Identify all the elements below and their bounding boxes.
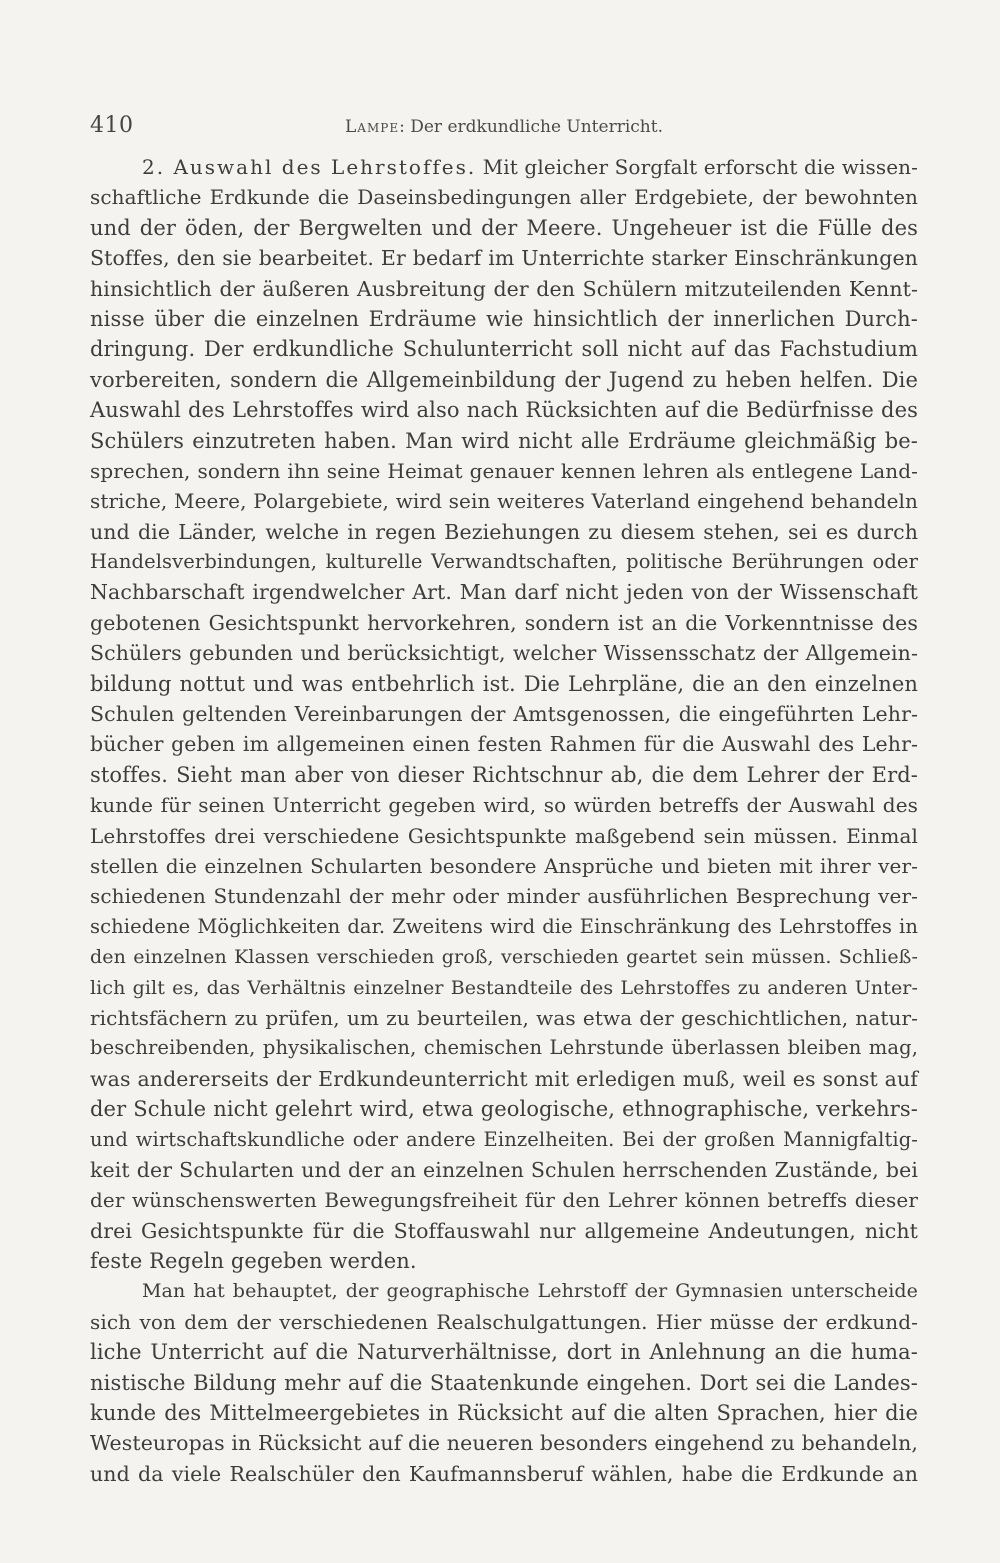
- paragraph-2-first-line: Man hat behauptet, der geographische Lehrstoff der Gymnasien unterscheide: [142, 1280, 918, 1303]
- text-line-paragraph-end: feste Regeln gegeben werden.: [90, 1249, 417, 1274]
- text-line: drei Gesichtspunkte für die Stoffauswahl nur allgemeine Andeutungen, nicht: [90, 1218, 918, 1243]
- text-line: schiedene Möglichkeiten dar. Zweitens wird die Einschränkung des Lehrstoffes in: [90, 914, 918, 938]
- text-line: Lehrstoffes drei verschiedene Gesichtspunkte maßgebend sein müssen. Einmal: [90, 823, 918, 848]
- text-line: und wirtschaftskundliche oder andere Einzelheiten. Bei der großen Mannigfaltig-: [90, 1127, 918, 1151]
- text-line: stoffes. Sieht man aber von dieser Richtschnur ab, die dem Lehrer der Erd-: [90, 762, 918, 787]
- text-line: nistische Bildung mehr auf die Staatenkunde eingehen. Dort sei die Landes-: [90, 1370, 918, 1395]
- text-line: hinsichtlich der äußeren Ausbreitung der den Schülern mitzuteilenden Kennt-: [90, 276, 918, 301]
- text-line: Schulen geltenden Vereinbarungen der Amtsgenossen, die eingeführten Lehr-: [90, 702, 918, 727]
- running-head: [90, 117, 918, 137]
- text-line: schiedenen Stundenzahl der mehr oder minder ausführlichen Besprechung ver-: [90, 884, 918, 909]
- text-line: schaftliche Erdkunde die Daseinsbedingungen aller Erdgebiete, der bewohnten: [90, 185, 918, 210]
- text-line: sich von dem der verschiedenen Realschulgattungen. Hier müsse der erdkund-: [90, 1309, 918, 1334]
- text-line: beschreibenden, physikalischen, chemischen Lehrstunde überlassen bleiben mag,: [90, 1036, 918, 1060]
- text-line: und da viele Realschüler den Kaufmannsberuf wählen, habe die Erdkunde an: [90, 1461, 918, 1486]
- section-first-line: [90, 152, 918, 182]
- running-head-title: : Der erdkundliche Unterricht.: [399, 117, 663, 137]
- text-line: Schülers gebunden und berücksichtigt, welcher Wissensschatz der Allgemein-: [90, 641, 918, 666]
- text-line: vorbereiten, sondern die Allgemeinbildung der Jugend zu heben helfen. Die: [90, 367, 918, 392]
- text-line: lich gilt es, das Verhältnis einzelner Bestandteile des Lehrstoffes zu anderen Unter-: [90, 976, 918, 999]
- page-number: 410: [90, 113, 134, 138]
- text-line: den einzelnen Klassen verschieden groß, verschieden geartet sein müssen. Schließ-: [90, 946, 918, 969]
- text-line: bildung nottut und was entbehrlich ist. Die Lehrpläne, die an den einzelnen: [90, 671, 918, 696]
- text-line: sprechen, sondern ihn seine Heimat genauer kennen lehren als entlegene Land-: [90, 458, 918, 483]
- text-line: gebotenen Gesichtspunkt hervorkehren, sondern ist an die Vorkenntnisse des: [90, 610, 918, 635]
- text-line: Westeuropas in Rücksicht auf die neueren besonders eingehend zu behandeln,: [90, 1431, 918, 1456]
- text-line: der Schule nicht gelehrt wird, etwa geologische, ethnographische, verkehrs-: [90, 1097, 918, 1122]
- text-line: stellen die einzelnen Schularten besondere Ansprüche und bieten mit ihrer ver-: [90, 853, 918, 878]
- text-line: kunde des Mittelmeergebietes in Rücksicht auf die alten Sprachen, hier die: [90, 1401, 918, 1426]
- text-line: Handelsverbindungen, kulturelle Verwandtschaften, politische Berührungen oder: [90, 550, 918, 574]
- text-line: Auswahl des Lehrstoffes wird also nach Rücksichten auf die Bedürfnisse des: [90, 398, 918, 423]
- text-line: was andererseits der Erdkundeunterricht mit erledigen muß, weil es sonst auf: [90, 1066, 918, 1091]
- text-line: dringung. Der erdkundliche Schulunterricht soll nicht auf das Fachstudium: [90, 337, 918, 362]
- text-line: liche Unterricht auf die Naturverhältnisse, dort in Anlehnung an die huma-: [90, 1340, 918, 1365]
- running-head-author: Lampe: [345, 117, 400, 137]
- text-line: nisse über die einzelnen Erdräume wie hinsichtlich der innerlichen Durch-: [90, 306, 918, 331]
- text-line: und die Länder, welche in regen Beziehungen zu diesem stehen, sei es durch: [90, 519, 918, 544]
- text-line: bücher geben im allgemeinen einen festen Rahmen für die Auswahl des Lehr-: [90, 732, 918, 757]
- text-line: keit der Schularten und der an einzelnen Schulen herrschenden Zustände, bei: [90, 1157, 918, 1182]
- text-line: striche, Meere, Polargebiete, wird sein weiteres Vaterland eingehend behandeln: [90, 489, 918, 514]
- text-line: und der öden, der Bergwelten und der Meere. Ungeheuer ist die Fülle des: [90, 215, 918, 240]
- section-first-line-text: Mit gleicher Sorgfalt erforscht die wissen-: [476, 155, 918, 179]
- text-line: Schülers einzutreten haben. Man wird nicht alle Erdräume gleichmäßig be-: [90, 428, 918, 453]
- page-header: [90, 113, 918, 143]
- section-heading: 2. Auswahl des Lehrstoffes.: [142, 155, 477, 179]
- text-line: richtsfächern zu prüfen, um zu beurteilen, was etwa der geschichtlichen, natur-: [90, 1005, 918, 1030]
- text-line: Nachbarschaft irgendwelcher Art. Man darf nicht jeden von der Wissenschaft: [90, 580, 918, 605]
- text-line: der wünschenswerten Bewegungsfreiheit für den Lehrer können betreffs dieser: [90, 1188, 918, 1213]
- text-line: Stoffes, den sie bearbeitet. Er bedarf im Unterrichte starker Einschränkungen: [90, 246, 918, 271]
- text-line: kunde für seinen Unterricht gegeben wird, so würden betreffs der Auswahl des: [90, 793, 918, 818]
- body-text: [90, 152, 918, 1489]
